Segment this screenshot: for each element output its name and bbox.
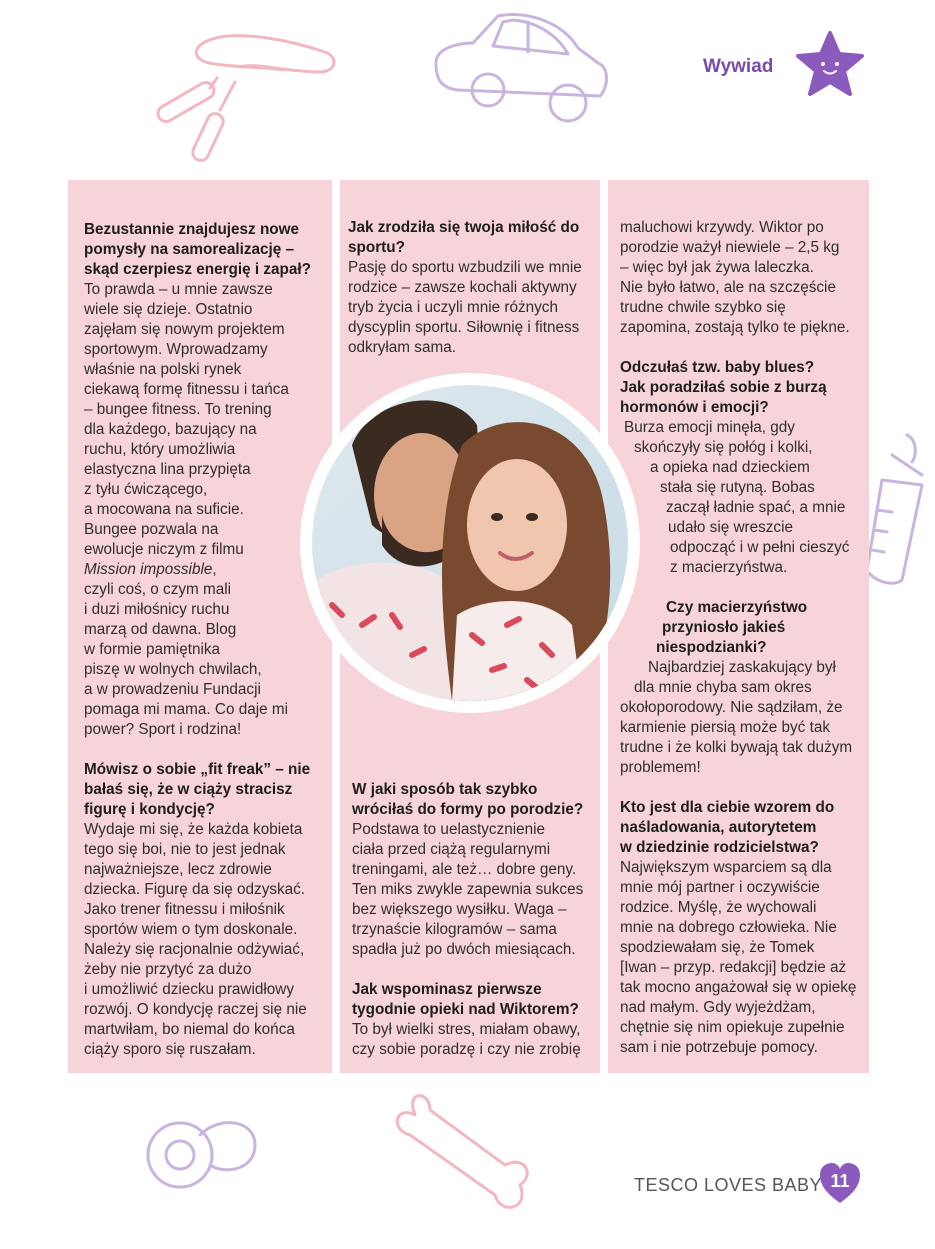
answer-text: tryb życia i uczyli mnie różnych [348, 299, 558, 316]
question-text: Mówisz o sobie „fit freak” – nie [84, 761, 311, 778]
answer-text: czy sobie poradzę i czy nie zrobię [352, 1041, 581, 1058]
film-title: Mission impossible [84, 561, 213, 578]
answer-text: Podstawa to uelastycznienie [352, 821, 546, 838]
answer-text: trudne chwile szybko się [620, 299, 786, 316]
answer-text: treningami, ale też… dobre geny. [352, 861, 577, 878]
answer-text: dyscyplin sportu. Siłownię i fitness [348, 319, 580, 336]
answer-text: i umożliwić dziecku prawidłowy [84, 981, 294, 998]
answer-text: okołoporodowy. Nie sądziłam, że [620, 699, 843, 716]
answer-text: ciekawą formę fitnessu i tańca [84, 381, 289, 398]
answer-text: z tyłu ćwiczącego, [84, 481, 208, 498]
answer-text: [Iwan – przyp. redakcji] będzie aż [620, 959, 847, 976]
answer-text: porodzie ważył niewiele – 2,5 kg [620, 239, 840, 256]
answer-text: odkryłam sama. [348, 339, 456, 356]
answer-text: a opieka nad dzieckiem [650, 459, 810, 476]
answer-text: ciąży sporo się ruszałam. [84, 1041, 256, 1058]
answer-text: spadła już po dwóch miesiącach. [352, 941, 576, 958]
question-text: w dziedzinie rodzicielstwa? [620, 839, 819, 856]
answer-text: – bungee fitness. To trening [84, 401, 272, 418]
star-mascot-icon [795, 30, 865, 98]
answer-text: Wydaje mi się, że każda kobieta [84, 821, 303, 838]
question-text: Bezustannie znajdujesz nowe [84, 221, 300, 238]
answer-text: ciała przed ciążą regularnymi [352, 841, 551, 858]
section-tag: Wywiad [703, 56, 774, 77]
question-text: Jak zrodziła się twoja miłość do [348, 219, 580, 236]
question-text: Jak wspominasz pierwsze [352, 981, 542, 998]
question-text: skąd czerpiesz energię i zapał? [84, 261, 312, 278]
answer-text: rodzice – zawsze kochali aktywny [348, 279, 577, 296]
answer-text: Nie było łatwo, ale na szczęście [620, 279, 836, 296]
answer-text: chętnie się nim opiekuje zupełnie [620, 1019, 845, 1036]
question-text: Kto jest dla ciebie wzorem do [620, 799, 835, 816]
answer-text: odpocząć i w pełni cieszyć [670, 539, 850, 556]
answer-text: bez większego wysiłku. Waga – [352, 901, 567, 918]
answer-text: Największym wsparciem są dla [620, 859, 832, 876]
answer-text: Bungee pozwala na [84, 521, 219, 538]
question-text: Jak poradziłaś sobie z burzą [620, 379, 827, 396]
answer-text: power? Sport i rodzina! [84, 721, 242, 738]
answer-text: trudne i że kolki bywają tak dużym [620, 739, 853, 756]
answer-text: ruchu, który umożliwia [84, 441, 236, 458]
answer-text: tego się boi, nie to jest jednak [84, 841, 286, 858]
answer-text: dla każdego, bazujący na [84, 421, 257, 438]
answer-text [84, 560, 318, 580]
question-text: pomysły na samorealizację – [84, 241, 295, 258]
answer-text: ewolucje niczym z filmu [84, 541, 244, 558]
question-text: W jaki sposób tak szybko [352, 781, 538, 798]
interview-column-1 [68, 180, 332, 1073]
answer-text: zapomina, zostają tylko te piękne. [620, 319, 850, 336]
question-text: Odczułaś tzw. baby blues? [620, 359, 815, 376]
photo-illustration [312, 385, 628, 701]
answer-text: trzynaście kilogramów – sama [352, 921, 557, 938]
answer-text: To był wielki stres, miałam obawy, [352, 1021, 581, 1038]
answer-text: skończyły się połóg i kolki, [634, 439, 813, 456]
answer-text: Burza emocji minęła, gdy [624, 419, 795, 436]
answer-text: a w prowadzeniu Fundacji [84, 681, 261, 698]
answer-text: elastyczna lina przypięta [84, 461, 251, 478]
answer-text: pomaga mi mama. Co daje mi [84, 701, 289, 718]
answer-text: zajęłam się nowym projektem [84, 321, 285, 338]
couple-photo [312, 385, 628, 701]
answer-text: stała się rutyną. Bobas [660, 479, 815, 496]
page-number: 11 [830, 1171, 850, 1191]
answer-text: wiele się dzieje. Ostatnio [84, 301, 253, 318]
page-number-badge [818, 1161, 862, 1205]
question-text: niespodzianki? [656, 639, 767, 656]
question-text: tygodnie opieki nad Wiktorem? [352, 1001, 579, 1018]
answer-text: sportowym. Wprowadzamy [84, 341, 268, 358]
question-text: Czy macierzyństwo [666, 599, 808, 616]
answer-text: z macierzyństwa. [670, 559, 788, 576]
magazine-brand: TESCO LOVES BABY [634, 1175, 823, 1195]
answer-text: zaczął ładnie spać, a mnie [666, 499, 846, 516]
answer-text: rodzice. Myślę, że wychowali [620, 899, 817, 916]
answer-text: Pasję do sportu wzbudzili we mnie [348, 259, 582, 276]
answer-text: piszę w wolnych chwilach, [84, 661, 262, 678]
pacifier-icon [140, 1095, 270, 1205]
punctuation: , [212, 561, 217, 578]
answer-text: problemem! [620, 759, 701, 776]
interview-column-3 [608, 180, 869, 1073]
answer-text: Należy się racjonalnie odżywiać, [84, 941, 305, 958]
question-text: bałaś się, że w ciąży stracisz [84, 781, 293, 798]
answer-text: dziecka. Figurę da się odzyskać. [84, 881, 306, 898]
answer-text: nad małym. Gdy wyjeżdżam, [620, 999, 816, 1016]
question-text: figurę i kondycję? [84, 801, 215, 818]
answer-text: marzą od dawna. Blog [84, 621, 237, 638]
answer-text: a mocowana na suficie. [84, 501, 244, 518]
question-text: przyniosło jakieś [662, 619, 786, 636]
answer-text: Ten miks zwykle zapewnia sukces [352, 881, 584, 898]
answer-text: martwiłam, bo niemal do końca [84, 1021, 295, 1038]
answer-text: mnie mój partner i oczywiście [620, 879, 820, 896]
answer-text: spodziewałam się, że Tomek [620, 939, 815, 956]
answer-text: maluchowi krzywdy. Wiktor po [620, 219, 824, 236]
answer-text: udało się wreszcie [668, 519, 793, 536]
toy-car-icon [428, 8, 618, 133]
answer-text: i duzi miłośnicy ruchu [84, 601, 230, 618]
question-text: naśladowania, autorytetem [620, 819, 817, 836]
answer-text: czyli coś, o czym mali [84, 581, 232, 598]
question-text: sportu? [348, 239, 405, 256]
answer-text: sportów wiem o tym doskonale. [84, 921, 298, 938]
baby-bottle-icon [862, 430, 932, 590]
answer-text: właśnie na polski rynek [84, 361, 242, 378]
answer-text: Jako trener fitnessu i miłośnik [84, 901, 285, 918]
answer-text: rozwój. O kondycję raczej się nie [84, 1001, 307, 1018]
answer-text: w formie pamiętnika [84, 641, 221, 658]
answer-text: żeby nie przytyć za dużo [84, 961, 252, 978]
answer-text: dla mnie chyba sam okres [634, 679, 812, 696]
answer-text: najważniejsze, lecz zdrowie [84, 861, 272, 878]
answer-text: Najbardziej zaskakujący był [648, 659, 836, 676]
bone-toy-icon [385, 1085, 550, 1220]
question-text: hormonów i emocji? [620, 399, 769, 416]
answer-text: sam i nie potrzebuje pomocy. [620, 1039, 818, 1056]
answer-text: – więc był jak żywa laleczka. [620, 259, 814, 276]
question-text: wróciłaś do formy po porodzie? [352, 801, 584, 818]
answer-text: To prawda – u mnie zawsze [84, 281, 273, 298]
answer-text: tak mocno angażował się w opiekę [620, 979, 857, 996]
jump-rope-icon [145, 22, 345, 162]
answer-text: karmienie piersią może być tak [620, 719, 830, 736]
answer-text: mnie na dobrego człowieka. Nie [620, 919, 837, 936]
